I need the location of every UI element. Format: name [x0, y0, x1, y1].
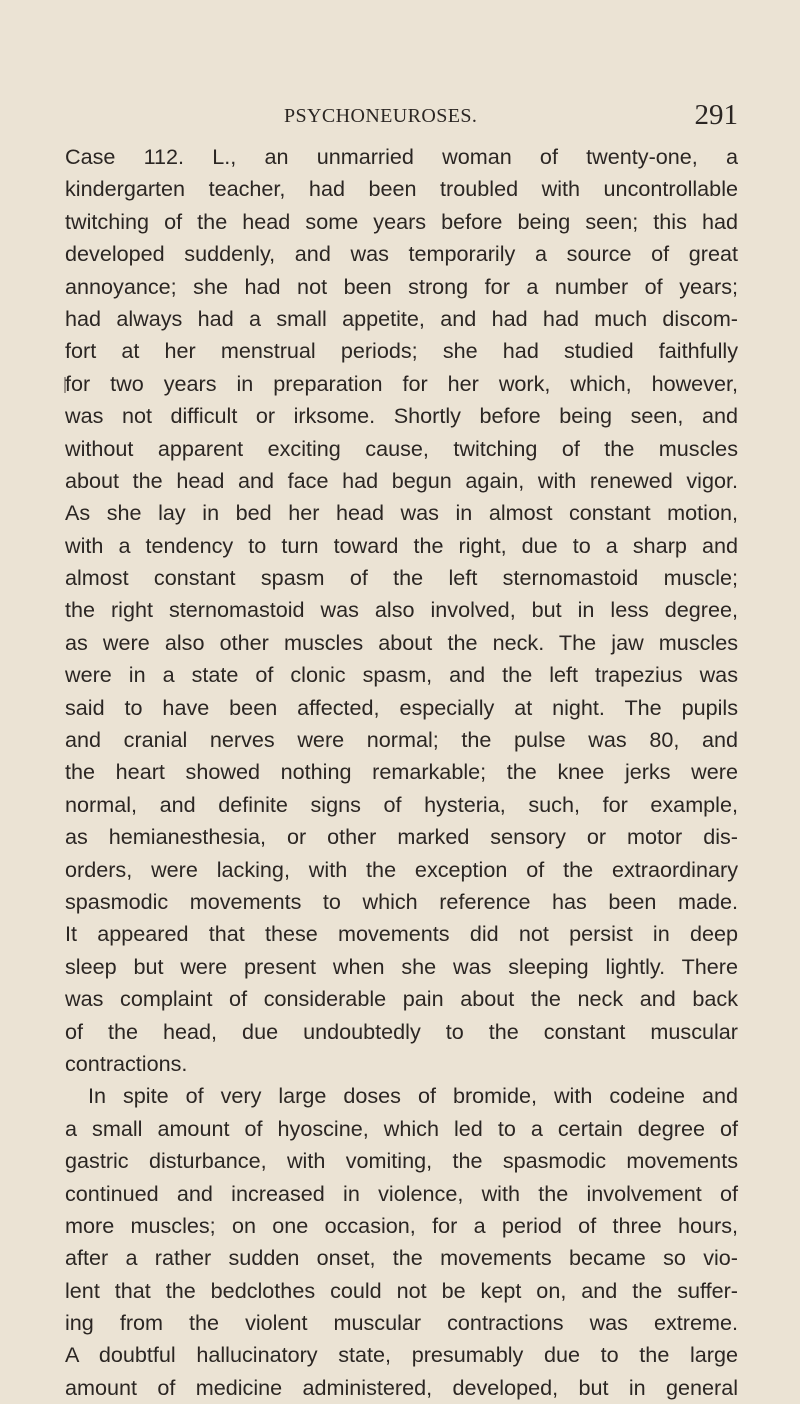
text-line: was not difficult or irksome. Shortly before being seen, and — [65, 403, 738, 429]
text-line: for two years in preparation for her work, which, however, — [65, 370, 738, 396]
text-line: twitching of the head some years before being seen; this had — [65, 208, 738, 234]
text-line: As she lay in bed her head was in almost constant motion, — [65, 500, 738, 526]
text-line: kindergarten teacher, had been troubled with uncontrollable — [65, 176, 738, 202]
text-line: gastric disturbance, with vomiting, the spasmodic movements — [65, 1148, 738, 1174]
text-line: as were also other muscles about the neck. The jaw muscles — [65, 629, 738, 655]
text-line: after a rather sudden onset, the movements became so vio- — [65, 1245, 738, 1271]
page-number: 291 — [694, 99, 738, 131]
text-line: of the head, due undoubtedly to the constant muscular — [65, 1018, 738, 1044]
text-line: amount of medicine administered, developed, but in general — [65, 1374, 738, 1400]
text-line: ing from the violent muscular contractions was extreme. — [65, 1310, 738, 1336]
text-line: were in a state of clonic spasm, and the left trapezius was — [65, 662, 738, 688]
text-line: a small amount of hyoscine, which led to a certain degree of — [65, 1115, 738, 1141]
text-line: about the head and face had begun again, with renewed vigor. — [65, 467, 738, 493]
text-line: fort at her menstrual periods; she had studied faithfully — [65, 338, 738, 364]
text-line: normal, and definite signs of hysteria, such, for example, — [65, 791, 738, 817]
text-line: It appeared that these movements did not persist in deep — [65, 921, 738, 947]
text-line: orders, were lacking, with the exception of the extraordinary — [65, 856, 738, 882]
text-line: the right sternomastoid was also involved, but in less degree, — [65, 597, 738, 623]
text-line: continued and increased in violence, with the involvement of — [65, 1180, 738, 1206]
text-line: In spite of very large doses of bromide, with codeine and — [88, 1083, 738, 1109]
text-line: developed suddenly, and was temporarily a source of great — [65, 241, 738, 267]
text-line: spasmodic movements to which reference has been made. — [65, 888, 738, 914]
text-line: sleep but were present when she was sleeping lightly. There — [65, 953, 738, 979]
text-line: with a tendency to turn toward the right, due to a sharp and — [65, 532, 738, 558]
text-line: was complaint of considerable pain about the neck and back — [65, 986, 738, 1012]
text-line: almost constant spasm of the left sternomastoid muscle; — [65, 565, 738, 591]
text-line: had always had a small appetite, and had had much discom- — [65, 305, 738, 331]
text-line: more muscles; on one occasion, for a period of three hours, — [65, 1212, 738, 1238]
text-line: A doubtful hallucinatory state, presumably due to the large — [65, 1342, 738, 1368]
text-line: said to have been affected, especially at night. The pupils — [65, 694, 738, 720]
text-line: contractions. — [65, 1050, 188, 1076]
text-line: lent that the bedclothes could not be kept on, and the suffer- — [65, 1277, 738, 1303]
text-line: as hemianesthesia, or other marked sensory or motor dis- — [65, 824, 738, 850]
text-line: annoyance; she had not been strong for a number of years; — [65, 273, 738, 299]
body-text — [65, 141, 738, 1404]
text-line: without apparent exciting cause, twitching of the muscles — [65, 435, 738, 461]
text-line: and cranial nerves were normal; the pulse was 80, and — [65, 727, 738, 753]
text-line: the heart showed nothing remarkable; the knee jerks were — [65, 759, 738, 785]
header-title: PSYCHONEUROSES. — [284, 105, 478, 127]
text-line: Case 112. L., an unmarried woman of twenty-one, a — [65, 144, 738, 169]
running-head — [65, 99, 738, 137]
